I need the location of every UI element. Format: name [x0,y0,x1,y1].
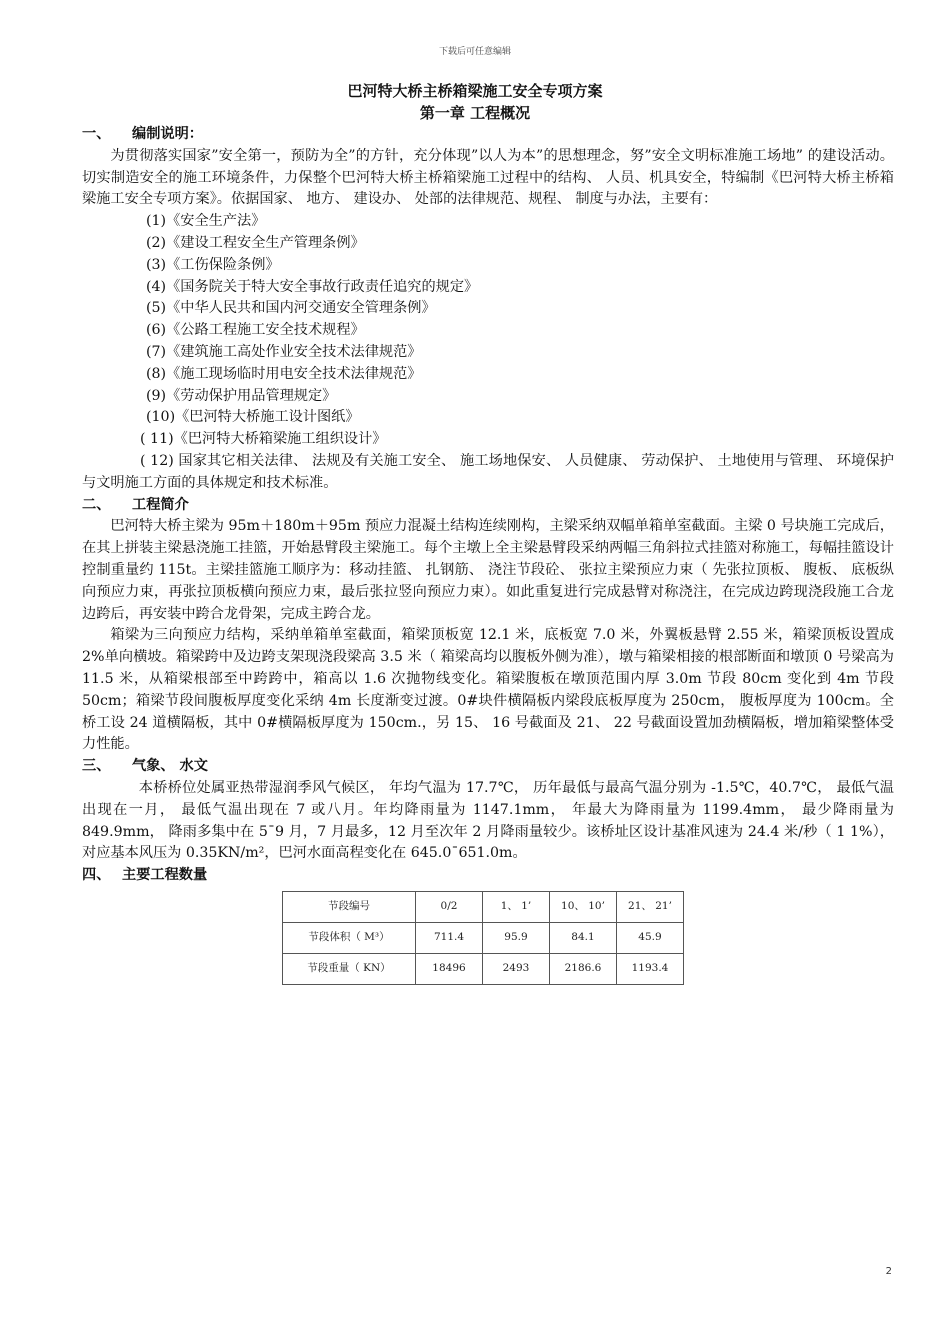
list-item: (4)《国务院关于特大安全事故行政责任追究的规定》 [146,278,479,295]
list-item: (6)《公路工程施工安全技术规程》 [146,322,365,339]
table-cell: 84.1 [550,922,617,953]
list-item: (2)《建设工程安全生产管理条例》 [146,234,365,251]
section-number: 一、 [82,126,111,142]
list-item: (1)《安全生产法》 [146,213,266,230]
paragraph: 巴河特大桥主梁为 95m＋180m＋95m 预应力混凝土结构连续刚构，主梁采纳双幅单箱单室截面。主梁 0 号块施工完成后，在其上拼装主梁悬浇施工挂篮，开始悬臂段主梁施工。每个主墩上全主梁悬臂段采纳两幅三角斜拉式挂篮对称施工，每幅挂篮设计控制重量约 115t。主梁挂篮施工顺序为：移动挂篮、 扎钢筋、 浇注节段砼、 张拉主梁预应力束（ 先张拉顶板、 腹板、 底板纵向预应力束，再张拉顶板横向预应力束，最后张拉竖向预应力束）。如此重复进行完成悬臂对称浇注，在完成边跨现浇段施工合龙边跨后，再安装中跨合龙骨架，完成主跨合龙。 [82,518,894,622]
section-number: 二、 [82,496,111,513]
section-heading-1 [82,124,894,146]
table-cell: 18496 [416,953,483,984]
section-heading-3 [82,756,894,778]
list-item: (10)《巴河特大桥施工设计图纸》 [146,409,360,426]
table-row [283,922,684,953]
document-title: 巴河特大桥主桥箱梁施工安全专项方案 [347,82,603,100]
table-cell: 0/2 [416,891,483,922]
list-item: ( 12) 国家其它相关法律、 法规及有关施工安全、 施工场地保安、 人员健康、 劳动保护、 土地使用与管理、 环境保护与文明施工方面的具体规定和技术标准。 [82,452,894,491]
chapter-title: 第一章 工程概况 [419,104,531,122]
paragraph: 本桥桥位处属亚热带湿润季风气候区， 年均气温为 17.7℃， 历年最低与最高气温分别为 -1.5℃，40.7℃， 最低气温出现在一月， 最低气温出现在 7 或八月。年均降雨量为 1147.1mm， 年最大为降雨量为 1199.4mm， 最少降雨量为 849.9mm， 降雨多集中在 5¯9 月，7 月最多，12 月至次年 2 月降雨量较少。该桥址区设计基准风速为 24.4 米/秒（ 1 1%）， 对应基本风压为 0.35KN/m²，巴河水面高程变化在 645.0¯651.0m。 [82,779,894,862]
table-cell: 节段重量（ KN） [283,953,416,984]
table-cell: 1193.4 [617,953,684,984]
table-cell: 95.9 [483,922,550,953]
paragraph: 为贯彻落实国家”安全第一，预防为全”的方针，充分体现”以人为本”的思想理念，努”安全文明标准施工场地” 的建设活动。切实制造安全的施工环境条件，力保整个巴河特大桥主桥箱梁施工过程中的结构、 人员、机具安全，特编制《巴河特大桥主桥箱梁施工安全专项方案》。依据国家、 地方、 建设办、 处部的法律规范、规程、 制度与办法，主要有： [82,147,894,208]
list-item: (3)《工伤保险条例》 [146,256,280,273]
table-row [283,891,684,922]
section-heading-text: 编制说明： [132,126,203,142]
section-heading-2 [82,495,894,517]
table-cell: 2493 [483,953,550,984]
regulation-list [82,211,894,494]
section-heading-4 [82,865,894,887]
section-heading-text: 工程简介 [132,496,189,513]
list-item: (9)《劳动保护用品管理规定》 [146,387,337,404]
table-cell: 节段体积（ M³） [283,922,416,953]
list-item: ( 11)《巴河特大桥箱梁施工组织设计》 [140,431,387,448]
table-row [283,953,684,984]
quantity-table [282,891,684,985]
table-cell: 2186.6 [550,953,617,984]
header-note: 下载后可任意编辑 [438,47,511,57]
table-cell: 45.9 [617,922,684,953]
table-cell: 10、 10’ [550,891,617,922]
page-number: 2 [885,1266,892,1277]
table-cell: 21、 21’ [617,891,684,922]
section-heading-text: 气象、 水文 [132,758,208,775]
list-item: (8)《施工现场临时用电安全技术法律规范》 [146,365,422,382]
table-cell: 711.4 [416,922,483,953]
section-number: 四、 [82,867,111,884]
list-item: (7)《建筑施工高处作业安全技术法律规范》 [146,343,422,360]
list-item: (5)《中华人民共和国内河交通安全管理条例》 [146,300,436,317]
table-cell: 1、 1’ [483,891,550,922]
section-number: 三、 [82,758,111,775]
section-heading-text: 主要工程数量 [122,867,208,884]
table-cell: 节段编号 [283,891,416,922]
document-body [82,124,894,985]
paragraph: 箱梁为三向预应力结构，采纳单箱单室截面，箱梁顶板宽 12.1 米，底板宽 7.0 米，外翼板悬臂 2.55 米，箱梁顶板设置成 2%单向横坡。箱梁跨中及边跨支架现浇段梁高 3.5 米（ 箱梁高均以腹板外侧为准），墩与箱梁相接的根部断面和墩顶 0 号梁高为 11.5 米，从箱梁根部至中跨跨中，箱高以 1.6 次抛物线变化。箱梁腹板在墩顶范围内厚 3.0m 节段 80cm 变化到 4m 节段 50cm；箱梁节段间腹板厚度变化采纳 4m 长度渐变过渡。0#块件横隔板内梁段底板厚度为 250cm， 腹板厚度为 100cm。全桥工设 24 道横隔板，其中 0#横隔板厚度为 150cm.，另 15、 16 号截面及 21、 22 号截面设置加劲横隔板，增加箱梁整体受力性能。 [82,627,894,753]
